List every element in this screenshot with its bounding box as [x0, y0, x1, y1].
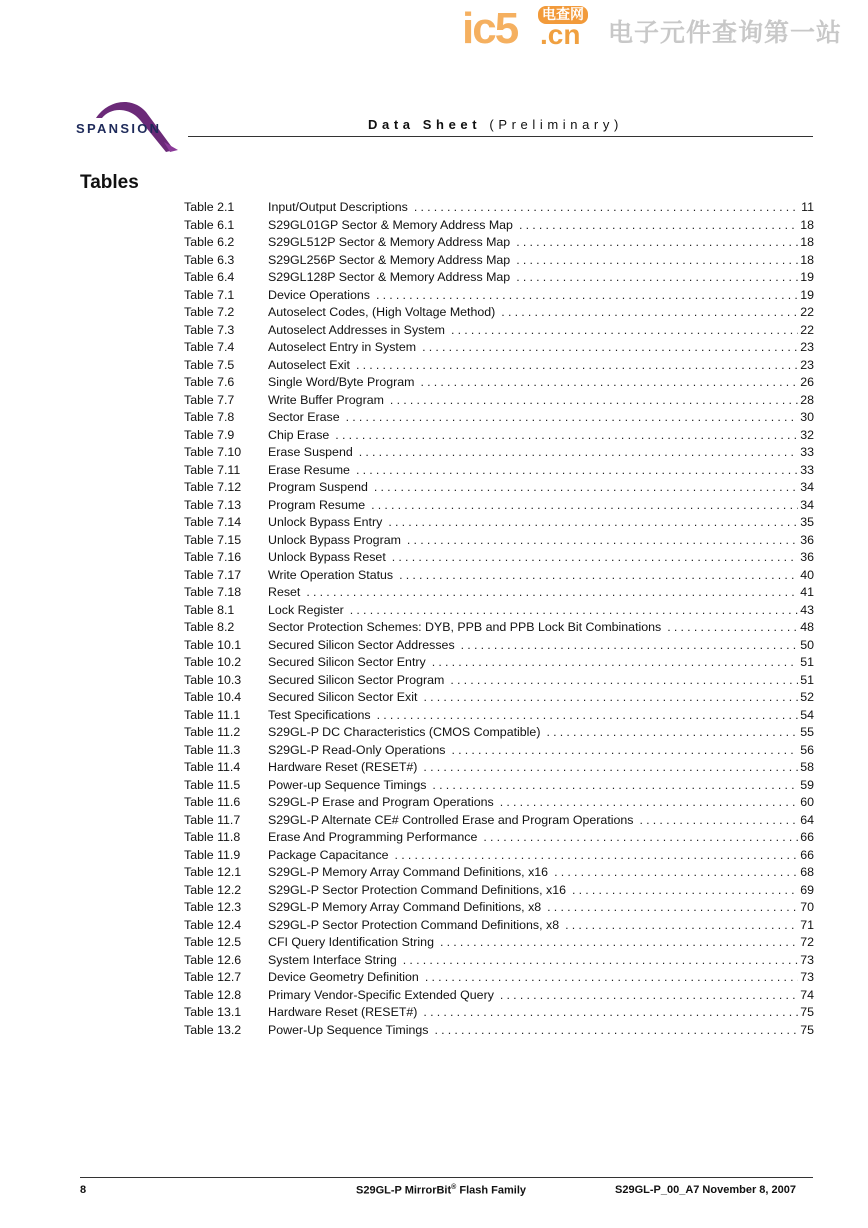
entry-title: Program Resume: [268, 497, 366, 512]
entry-leader: [403, 952, 798, 970]
toc-entry[interactable]: [184, 724, 814, 742]
entry-leader: [451, 322, 798, 340]
toc-entry[interactable]: [184, 462, 814, 480]
toc-entry[interactable]: [184, 392, 814, 410]
entry-title: Sector Protection Schemes: DYB, PPB and PPB Lock Bit Combinations: [268, 620, 662, 634]
entry-title: Chip Erase: [268, 427, 330, 442]
entry-page: 34: [800, 497, 814, 512]
entry-leader: [432, 654, 798, 672]
entry-number: Table 11.8: [184, 830, 241, 844]
entry-number: Table 7.8: [184, 410, 235, 424]
footer-divider: [80, 1177, 813, 1178]
entry-leader: [434, 1022, 798, 1040]
entry-leader: [356, 357, 798, 375]
toc-entry[interactable]: [184, 917, 814, 935]
toc-entry[interactable]: [184, 829, 814, 847]
entry-number: Table 11.9: [184, 847, 241, 862]
entry-leader: [440, 934, 798, 952]
header-title-status: (Preliminary): [489, 117, 623, 132]
entry-title: S29GL-P Sector Protection Command Definitions, x8: [268, 917, 560, 932]
entry-page: 40: [800, 567, 814, 582]
entry-page: 33: [800, 445, 814, 459]
toc-entry[interactable]: [184, 532, 814, 550]
entry-page: 30: [800, 410, 814, 424]
toc-entry[interactable]: [184, 479, 814, 497]
entry-page: 66: [800, 847, 814, 862]
entry-leader: [501, 304, 798, 322]
entry-leader: [359, 444, 798, 462]
toc-entry[interactable]: [184, 427, 814, 445]
footer-doc-title: [356, 1184, 526, 1197]
entry-title: Hardware Reset (RESET#): [268, 1005, 418, 1019]
toc-entry[interactable]: [184, 969, 814, 987]
entry-number: Table 11.1: [184, 707, 241, 722]
entry-page: 75: [800, 1022, 814, 1037]
logo-text: SPANSION: [76, 121, 162, 136]
entry-page: 51: [800, 672, 814, 687]
entry-page: 59: [800, 777, 814, 792]
entry-title: Autoselect Exit: [268, 357, 350, 372]
entry-page: 23: [800, 357, 814, 372]
entry-leader: [483, 829, 798, 847]
entry-page: 35: [800, 515, 814, 529]
watermark: [462, 6, 862, 52]
entry-number: Table 8.1: [184, 602, 235, 617]
entry-leader: [388, 514, 798, 532]
entry-leader: [519, 217, 798, 235]
watermark-suffix: .cn: [540, 19, 581, 50]
entry-title: Autoselect Codes, (High Voltage Method): [268, 305, 496, 319]
entry-page: 75: [800, 1005, 814, 1019]
toc-entry[interactable]: [184, 409, 814, 427]
entry-page: 73: [800, 970, 814, 984]
entry-number: Table 10.3: [184, 672, 242, 687]
entry-title: S29GL01GP Sector & Memory Address Map: [268, 217, 513, 232]
entry-page: 28: [800, 392, 814, 407]
watermark-logo: ic5: [462, 4, 518, 53]
entry-page: 36: [800, 550, 814, 564]
entry-number: Table 11.4: [184, 760, 241, 774]
toc-entry[interactable]: [184, 654, 814, 672]
entry-title: Erase And Programming Performance: [268, 830, 478, 844]
entry-leader: [376, 287, 798, 305]
entry-leader: [422, 339, 798, 357]
watermark-badge: 电查网: [538, 6, 588, 24]
entry-leader: [346, 409, 799, 427]
entry-title: Power-Up Sequence Timings: [268, 1022, 429, 1037]
entry-page: 58: [800, 760, 814, 774]
toc-entry[interactable]: [184, 339, 814, 357]
entry-page: 11: [801, 200, 814, 214]
entry-number: Table 12.1: [184, 865, 242, 879]
entry-page: 26: [800, 375, 814, 389]
entry-leader: [547, 899, 798, 917]
entry-number: Table 12.5: [184, 935, 242, 949]
toc-entry[interactable]: [184, 497, 814, 515]
entry-page: 22: [800, 322, 814, 337]
toc-entry[interactable]: [184, 794, 814, 812]
toc-entry[interactable]: [184, 357, 814, 375]
entry-number: Table 11.6: [184, 795, 241, 809]
toc-entry[interactable]: [184, 847, 814, 865]
entry-page: 33: [800, 462, 814, 477]
entry-number: Table 7.1: [184, 287, 235, 302]
entry-page: 51: [800, 655, 814, 669]
entry-title: Secured Silicon Sector Exit: [268, 690, 418, 704]
entry-page: 32: [800, 427, 814, 442]
entry-number: Table 6.1: [184, 217, 235, 232]
entry-leader: [414, 199, 799, 217]
entry-number: Table 12.2: [184, 882, 242, 897]
entry-title: Sector Erase: [268, 410, 340, 424]
toc-entry[interactable]: [184, 287, 814, 305]
header-title-main: Data Sheet: [368, 117, 482, 132]
entry-page: 71: [800, 917, 814, 932]
entry-leader: [371, 497, 798, 515]
entry-page: 19: [800, 270, 814, 284]
entry-title: Power-up Sequence Timings: [268, 777, 427, 792]
entry-leader: [335, 427, 798, 445]
entry-page: 56: [800, 742, 814, 757]
entry-title: S29GL-P Read-Only Operations: [268, 742, 446, 757]
toc-entry[interactable]: [184, 952, 814, 970]
entry-leader: [407, 532, 798, 550]
entry-number: Table 7.4: [184, 340, 235, 354]
toc-entry[interactable]: [184, 322, 814, 340]
toc-entry[interactable]: [184, 637, 814, 655]
watermark-text: 电子元件查询第一站: [608, 18, 843, 47]
entry-page: 18: [800, 217, 814, 232]
entry-title: Test Specifications: [268, 707, 371, 722]
entry-number: Table 7.16: [184, 550, 242, 564]
entry-page: 54: [800, 707, 814, 722]
entry-title: S29GL-P Sector Protection Command Definitions, x16: [268, 882, 566, 897]
entry-title: Package Capacitance: [268, 847, 389, 862]
entry-title: S29GL512P Sector & Memory Address Map: [268, 235, 511, 249]
entry-leader: [667, 619, 798, 637]
entry-number: Table 7.3: [184, 322, 235, 337]
entry-number: Table 11.2: [184, 725, 241, 739]
entry-page: 66: [800, 830, 814, 844]
entry-leader: [420, 374, 798, 392]
entry-title: Unlock Bypass Reset: [268, 550, 386, 564]
entry-title: S29GL-P DC Characteristics (CMOS Compatible): [268, 725, 541, 739]
entry-title: Write Operation Status: [268, 567, 394, 582]
doc-title-main: S29GL-P MirrorBit: [356, 1184, 452, 1197]
entry-number: Table 11.7: [184, 812, 241, 827]
entry-page: 36: [800, 532, 814, 547]
entry-title: Primary Vendor-Specific Extended Query: [268, 987, 494, 1002]
toc-entry[interactable]: [184, 304, 814, 322]
toc-entry[interactable]: [184, 707, 814, 725]
entry-number: Table 7.17: [184, 567, 242, 582]
entry-leader: [395, 847, 799, 865]
entry-title: Single Word/Byte Program: [268, 375, 415, 389]
entry-title: S29GL128P Sector & Memory Address Map: [268, 270, 511, 284]
entry-title: Input/Output Descriptions: [268, 200, 408, 214]
entry-leader: [356, 462, 798, 480]
entry-page: 60: [800, 795, 814, 809]
toc-entry[interactable]: [184, 549, 814, 567]
entry-title: S29GL256P Sector & Memory Address Map: [268, 252, 511, 267]
toc-entry[interactable]: [184, 899, 814, 917]
entry-title: Hardware Reset (RESET#): [268, 760, 418, 774]
toc-entry[interactable]: [184, 252, 814, 270]
entry-page: 64: [800, 812, 814, 827]
entry-leader: [500, 987, 798, 1005]
entry-number: Table 6.3: [184, 252, 235, 267]
entry-leader: [572, 882, 798, 900]
entry-title: S29GL-P Alternate CE# Controlled Erase and Program Operations: [268, 812, 634, 827]
entry-title: Reset: [268, 585, 301, 599]
toc-entry[interactable]: [184, 234, 814, 252]
entry-title: Device Operations: [268, 287, 370, 302]
entry-number: Table 7.18: [184, 585, 242, 599]
toc-entry[interactable]: [184, 444, 814, 462]
entry-page: 72: [800, 935, 814, 949]
entry-title: Erase Resume: [268, 462, 350, 477]
entry-title: Lock Register: [268, 602, 344, 617]
entry-page: 19: [800, 287, 814, 302]
entry-leader: [451, 742, 798, 760]
entry-leader: [554, 864, 798, 882]
toc-entry[interactable]: [184, 864, 814, 882]
entry-leader: [565, 917, 798, 935]
entry-leader: [516, 234, 798, 252]
entry-leader: [374, 479, 798, 497]
doc-title-registered: ®: [451, 1184, 457, 1191]
entry-number: Table 12.4: [184, 917, 242, 932]
entry-number: Table 7.14: [184, 515, 242, 529]
entry-number: Table 10.4: [184, 690, 242, 704]
toc-entry[interactable]: [184, 199, 814, 217]
toc-entry[interactable]: [184, 374, 814, 392]
entry-leader: [516, 252, 798, 270]
entry-number: Table 6.4: [184, 270, 235, 284]
entry-page: 23: [800, 340, 814, 354]
entry-title: Secured Silicon Sector Addresses: [268, 637, 455, 652]
toc-entry[interactable]: [184, 689, 814, 707]
entry-number: Table 12.6: [184, 952, 242, 967]
toc-entry[interactable]: [184, 217, 814, 235]
entry-number: Table 10.2: [184, 655, 242, 669]
entry-leader: [423, 1004, 798, 1022]
toc-entry[interactable]: [184, 619, 814, 637]
entry-number: Table 2.1: [184, 200, 235, 214]
toc-entry[interactable]: [184, 987, 814, 1005]
entry-page: 70: [800, 900, 814, 914]
toc-entry[interactable]: [184, 584, 814, 602]
entry-title: Secured Silicon Sector Entry: [268, 655, 426, 669]
entry-title: Unlock Bypass Entry: [268, 515, 383, 529]
entry-page: 34: [800, 480, 814, 494]
entry-page: 41: [800, 585, 814, 599]
entry-leader: [350, 602, 798, 620]
toc-entry[interactable]: [184, 777, 814, 795]
entry-title: S29GL-P Memory Array Command Definitions, x16: [268, 865, 549, 879]
entry-page: 43: [800, 602, 814, 617]
entry-leader: [500, 794, 799, 812]
entry-number: Table 7.11: [184, 462, 241, 477]
tables-list: [184, 199, 814, 1039]
entry-number: Table 13.2: [184, 1022, 242, 1037]
entry-number: Table 7.13: [184, 497, 242, 512]
entry-number: Table 11.3: [184, 742, 241, 757]
toc-entry[interactable]: [184, 567, 814, 585]
entry-number: Table 7.12: [184, 480, 242, 494]
toc-entry[interactable]: [184, 812, 814, 830]
entry-title: Unlock Bypass Program: [268, 532, 401, 547]
toc-entry[interactable]: [184, 882, 814, 900]
entry-leader: [425, 969, 798, 987]
entry-title: CFI Query Identification String: [268, 935, 434, 949]
entry-number: Table 10.1: [184, 637, 242, 652]
spansion-logo: [74, 98, 186, 154]
footer-revision: S29GL-P_00_A7 November 8, 2007: [615, 1184, 796, 1196]
entry-number: Table 7.7: [184, 392, 235, 407]
entry-number: Table 7.5: [184, 357, 235, 372]
entry-leader: [399, 567, 798, 585]
entry-title: S29GL-P Erase and Program Operations: [268, 795, 494, 809]
header-title: [368, 117, 623, 132]
entry-title: S29GL-P Memory Array Command Definitions, x8: [268, 900, 542, 914]
entry-page: 68: [800, 865, 814, 879]
entry-leader: [640, 812, 799, 830]
entry-page: 74: [800, 987, 814, 1002]
toc-entry[interactable]: [184, 602, 814, 620]
entry-leader: [450, 672, 798, 690]
section-title: Tables: [80, 172, 139, 193]
entry-title: Device Geometry Definition: [268, 970, 419, 984]
toc-entry[interactable]: [184, 514, 814, 532]
entry-title: Autoselect Addresses in System: [268, 322, 445, 337]
toc-entry[interactable]: [184, 759, 814, 777]
entry-page: 18: [800, 252, 814, 267]
entry-number: Table 12.8: [184, 987, 242, 1002]
entry-page: 18: [800, 235, 814, 249]
entry-number: Table 12.7: [184, 970, 242, 984]
entry-leader: [423, 689, 798, 707]
entry-number: Table 6.2: [184, 235, 235, 249]
entry-number: Table 13.1: [184, 1005, 242, 1019]
entry-leader: [546, 724, 798, 742]
entry-number: Table 7.9: [184, 427, 235, 442]
entry-title: Secured Silicon Sector Program: [268, 672, 445, 687]
toc-entry[interactable]: [184, 269, 814, 287]
toc-entry[interactable]: [184, 1004, 814, 1022]
entry-leader: [392, 549, 798, 567]
toc-entry[interactable]: [184, 672, 814, 690]
entry-title: Write Buffer Program: [268, 392, 384, 407]
entry-title: Autoselect Entry in System: [268, 340, 417, 354]
header-divider: [188, 136, 813, 137]
entry-number: Table 7.10: [184, 445, 242, 459]
entry-leader: [390, 392, 798, 410]
entry-page: 73: [800, 952, 814, 967]
entry-page: 48: [800, 620, 814, 634]
entry-page: 52: [800, 690, 814, 704]
entry-title: Program Suspend: [268, 480, 368, 494]
doc-title-end: Flash Family: [456, 1184, 527, 1197]
entry-leader: [461, 637, 799, 655]
entry-page: 50: [800, 637, 814, 652]
toc-entry[interactable]: [184, 742, 814, 760]
entry-number: Table 7.2: [184, 305, 235, 319]
entry-leader: [423, 759, 798, 777]
entry-page: 69: [800, 882, 814, 897]
toc-entry[interactable]: [184, 934, 814, 952]
entry-leader: [516, 269, 798, 287]
entry-number: Table 7.15: [184, 532, 242, 547]
toc-entry[interactable]: [184, 1022, 814, 1040]
entry-title: Erase Suspend: [268, 445, 353, 459]
entry-number: Table 11.5: [184, 777, 241, 792]
entry-number: Table 8.2: [184, 620, 235, 634]
entry-title: System Interface String: [268, 952, 397, 967]
entry-page: 55: [800, 725, 814, 739]
entry-page: 22: [800, 305, 814, 319]
entry-leader: [377, 707, 799, 725]
entry-leader: [306, 584, 798, 602]
entry-leader: [432, 777, 798, 795]
entry-number: Table 12.3: [184, 900, 242, 914]
footer-page-number: 8: [80, 1184, 87, 1196]
entry-number: Table 7.6: [184, 375, 235, 389]
